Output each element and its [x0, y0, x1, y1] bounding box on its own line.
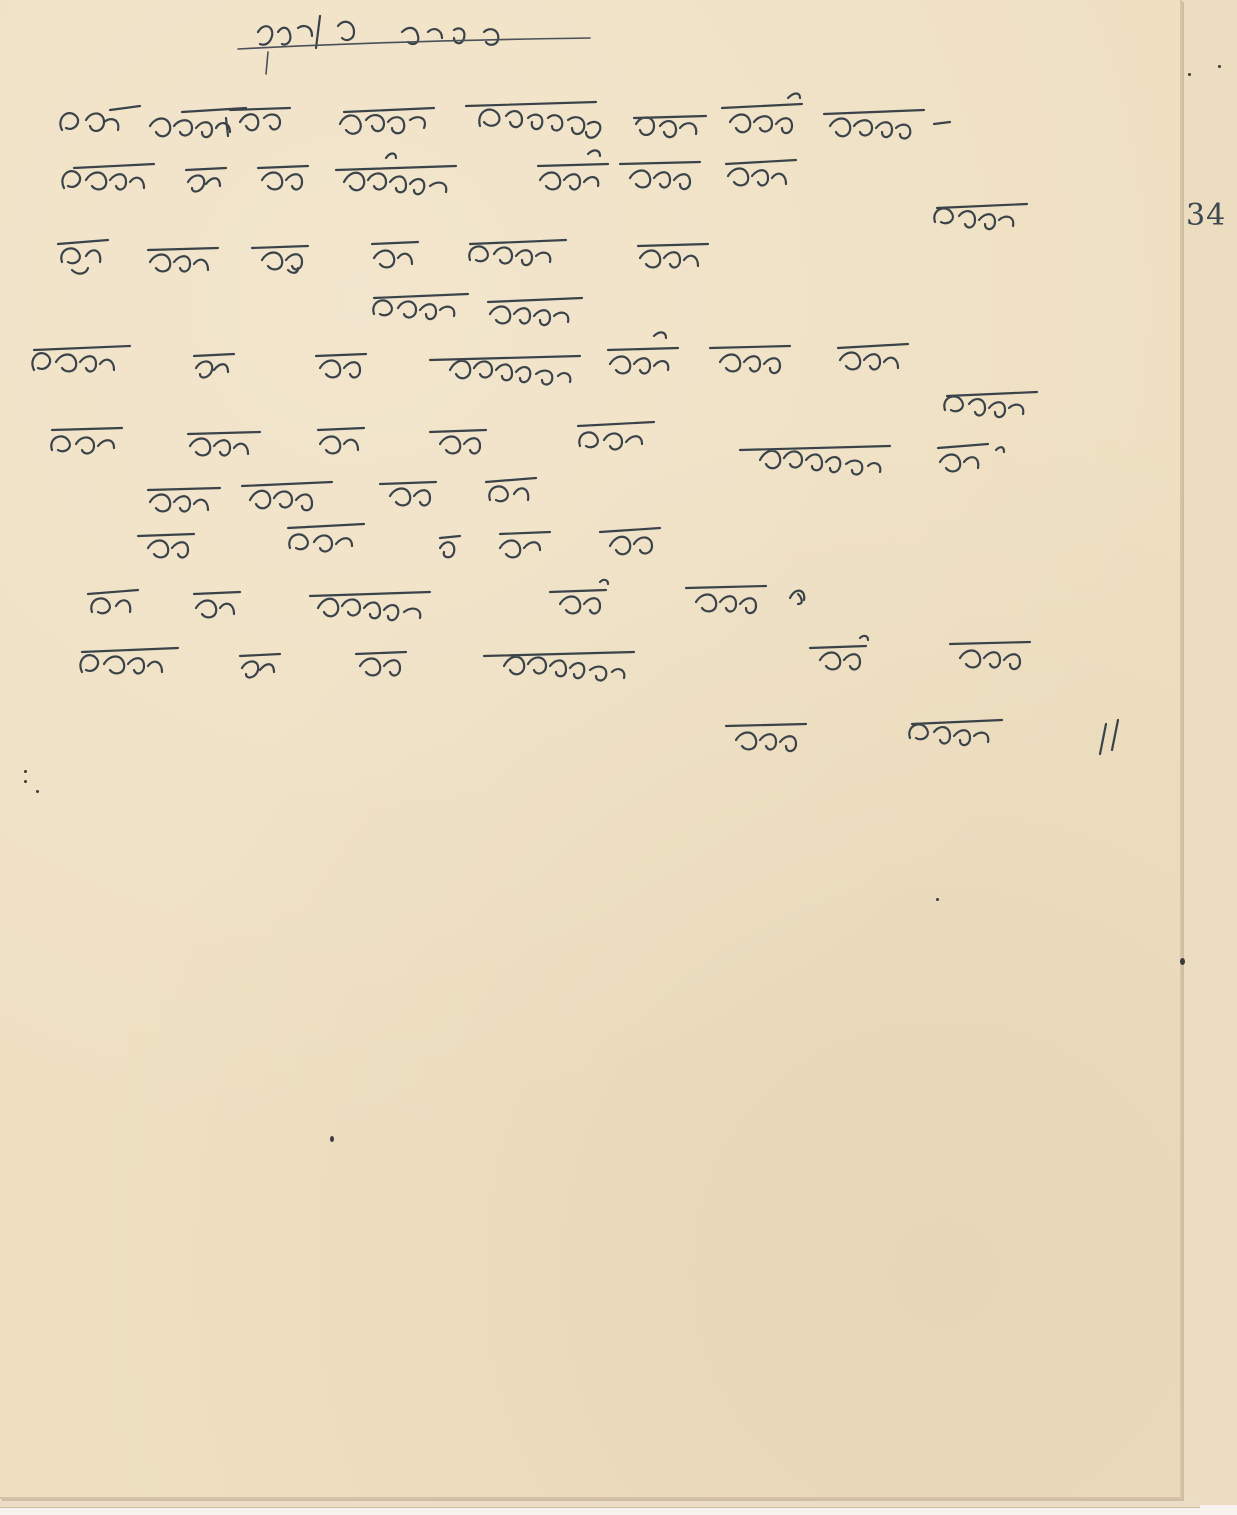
handwritten-line-3	[934, 204, 1027, 229]
handwritten-title	[238, 16, 590, 74]
margin-dot	[330, 1136, 334, 1142]
handwritten-line-9	[148, 478, 536, 511]
margin-dot	[1188, 73, 1191, 76]
handwritten-line-4	[58, 240, 708, 274]
handwritten-line-12	[80, 636, 1030, 681]
handwritten-line-8	[51, 422, 1004, 475]
handwritten-line-1	[60, 94, 950, 139]
handwritten-line-5	[373, 294, 582, 325]
handwritten-line-11	[88, 580, 804, 620]
page-number: 34	[1186, 198, 1227, 233]
handwritten-line-2	[62, 150, 796, 194]
margin-dot	[936, 898, 939, 901]
margin-dot	[24, 780, 27, 783]
handwritten-line-10	[138, 524, 660, 557]
margin-dot	[1180, 958, 1185, 965]
handwritten-line-7	[944, 392, 1037, 417]
margin-dot	[24, 770, 27, 773]
handwritten-line-13	[726, 720, 1118, 754]
handwritten-line-6	[32, 332, 908, 384]
margin-dot	[1218, 65, 1221, 68]
margin-dot	[36, 790, 39, 793]
